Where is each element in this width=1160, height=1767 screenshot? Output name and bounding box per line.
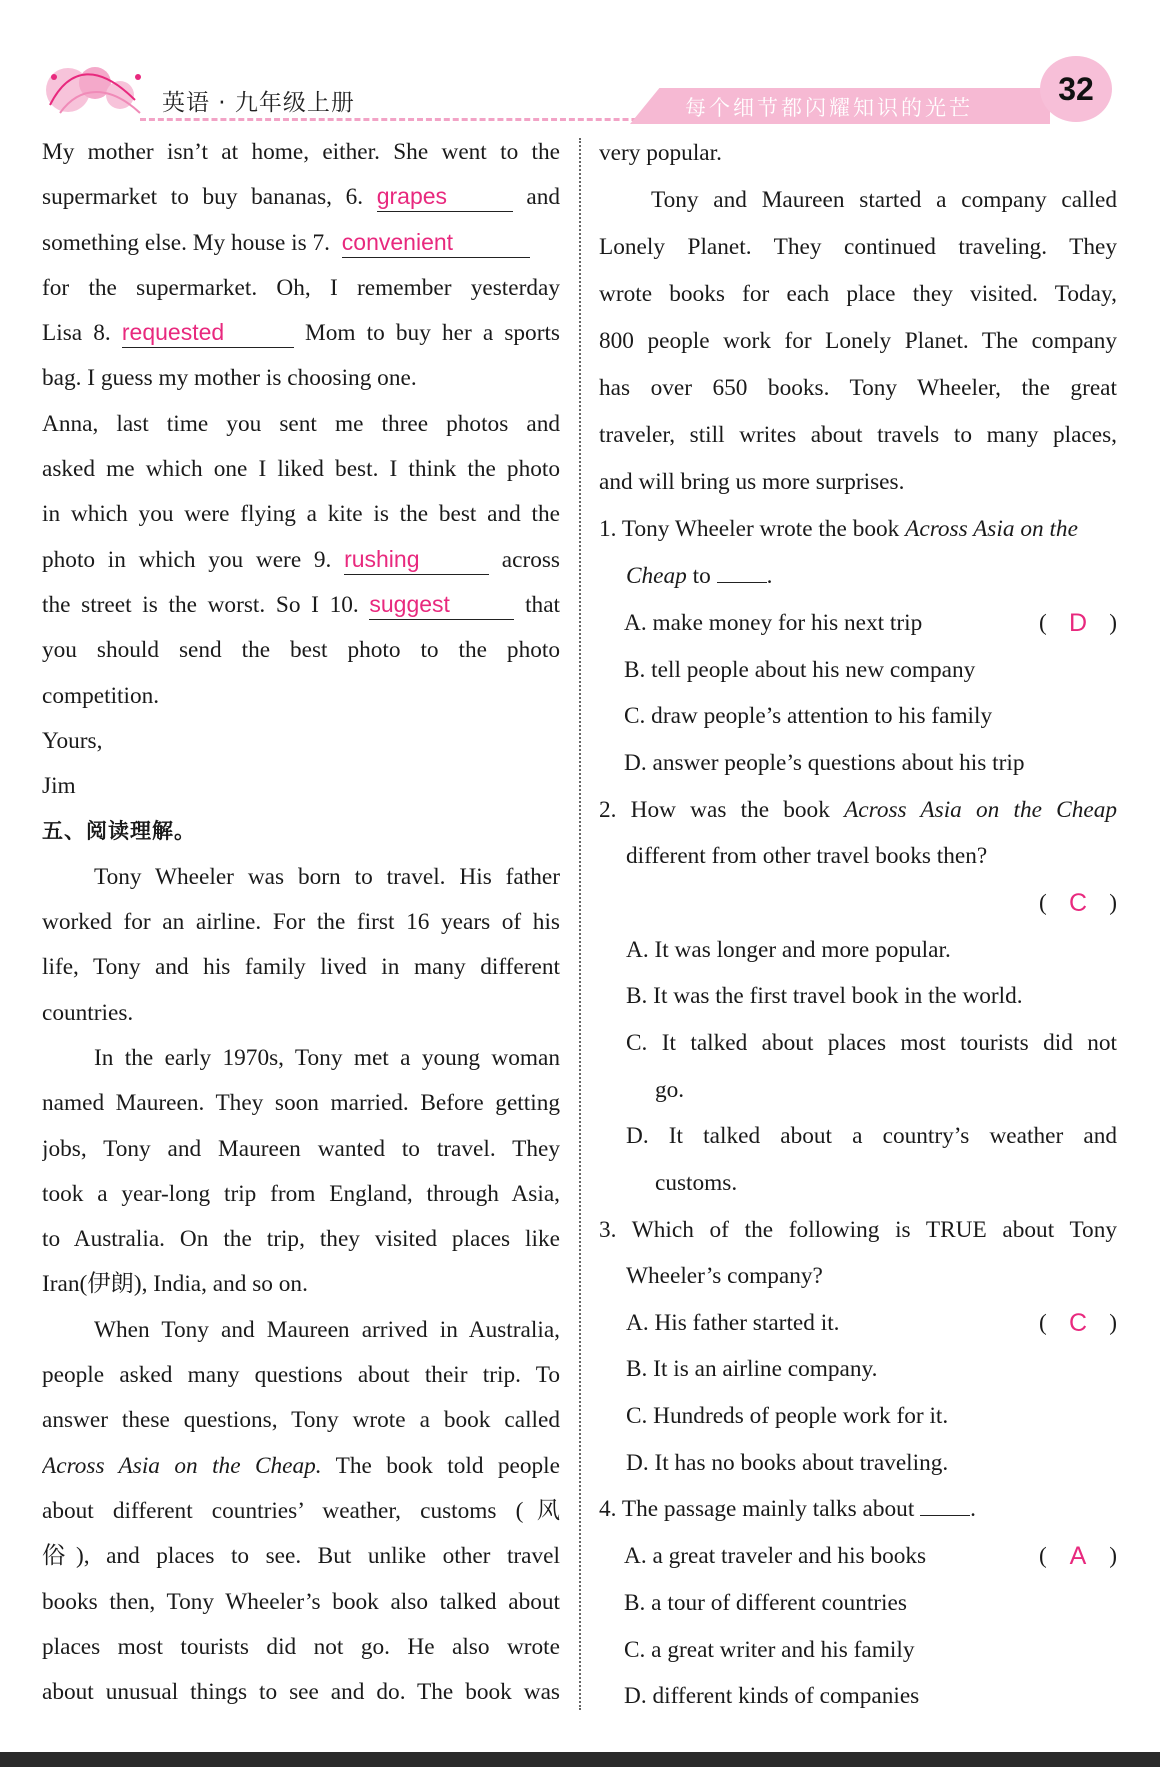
- option: D. answer people’s questions about his trip: [624, 750, 1025, 777]
- period: .: [970, 1496, 976, 1523]
- book-title-italic: Across Asia on the Cheap.: [42, 1452, 322, 1479]
- section-title: 五、阅读理解。: [42, 819, 196, 844]
- paren-open: (: [1039, 610, 1047, 636]
- answer-letter: D: [1068, 609, 1088, 637]
- option: D. different kinds of companies: [624, 1683, 920, 1710]
- left-column: [42, 130, 560, 1715]
- book-title-italic: Across Asia on the: [905, 516, 1078, 542]
- text-line: Yours,: [42, 727, 103, 754]
- text-line: Iran(伊朗), India, and so on.: [42, 1271, 308, 1298]
- text-line: Anna, last time you sent me three photos and: [42, 410, 560, 437]
- text-line: took a year-long trip from England, through Asia,: [42, 1180, 560, 1207]
- text-line: very popular.: [599, 140, 722, 166]
- question-1: [599, 506, 1117, 553]
- page-number: 32: [1040, 56, 1112, 122]
- text-line: bag. I guess my mother is choosing one.: [42, 365, 417, 392]
- text-line: [42, 583, 560, 628]
- answer-bracket: [1039, 1533, 1117, 1580]
- answer-letter: C: [1068, 1308, 1088, 1337]
- question-stem: Wheeler’s company?: [626, 1262, 823, 1289]
- option: A. His father started it.: [626, 1309, 840, 1336]
- text-line: and will bring us more surprises.: [599, 469, 905, 495]
- text-line: [42, 221, 560, 266]
- question-3: 3. Which of the following is TRUE about Tony: [599, 1216, 1117, 1243]
- header-slogan: 每个细节都闪耀知识的光芒: [685, 96, 973, 120]
- paren-close: ): [1109, 610, 1117, 636]
- option: A. It was longer and more popular.: [626, 936, 951, 963]
- text-line: people asked many questions about their trip. To: [42, 1362, 560, 1389]
- text-line: 800 people work for Lonely Planet. The company: [599, 328, 1117, 354]
- text-line: answer these questions, Tony wrote a book called: [42, 1407, 560, 1434]
- paren-open: (: [1039, 1543, 1047, 1570]
- text-line: Tony and Maureen started a company called: [651, 187, 1117, 213]
- text-line: books then, Tony Wheeler’s book also talked about: [42, 1588, 560, 1615]
- text-segment: something else. My house is 7.: [42, 229, 330, 256]
- text-segment: Mom to buy her a sports: [305, 320, 560, 347]
- text-segment: Lisa 8.: [42, 320, 111, 347]
- text-segment: supermarket to buy bananas, 6.: [42, 184, 364, 211]
- text-line: life, Tony and his family lived in many different: [42, 954, 560, 981]
- answer-bracket: [1039, 1300, 1117, 1347]
- page-header: [0, 0, 1160, 140]
- text-segment: photo in which you were 9.: [42, 546, 332, 573]
- answer-blank-7: convenient: [342, 227, 530, 258]
- question-2: [599, 787, 1117, 833]
- option: C. Hundreds of people work for it.: [626, 1402, 949, 1429]
- text-line: [42, 538, 560, 583]
- text-line: has over 650 books. Tony Wheeler, the great: [599, 375, 1117, 401]
- text-line: [42, 175, 560, 220]
- book-title: 英语 · 九年级上册: [162, 90, 355, 116]
- text-line: about different countries’ weather, customs (风: [42, 1497, 560, 1524]
- text-line: Tony Wheeler was born to travel. His father: [94, 863, 560, 890]
- text-line: jobs, Tony and Maureen wanted to travel. They: [42, 1135, 560, 1162]
- option: D. It talked about a country’s weather and: [626, 1123, 1117, 1150]
- answer-blank-6: grapes: [377, 181, 513, 212]
- option: C. draw people’s attention to his family: [624, 703, 993, 730]
- question-stem: 1. Tony Wheeler wrote the book: [599, 516, 906, 542]
- option: A. a great traveler and his books: [624, 1543, 927, 1570]
- question-stem: 4. The passage mainly talks about: [599, 1496, 915, 1523]
- right-column: [599, 130, 1117, 1720]
- answer-line: [920, 1491, 970, 1516]
- option-continued: customs.: [655, 1169, 738, 1196]
- answer-blank-8: requested: [122, 317, 294, 348]
- option: C. It talked about places most tourists did not: [626, 1030, 1117, 1057]
- answer-line: [717, 558, 767, 583]
- answer-bracket: [1039, 880, 1117, 927]
- text-line: [42, 311, 560, 356]
- text-line: traveler, still writes about travels to many places,: [599, 422, 1117, 448]
- answer-blank-9: rushing: [344, 544, 489, 575]
- option: A. make money for his next trip: [624, 610, 923, 636]
- period: .: [766, 563, 773, 589]
- text-line: named Maureen. They soon married. Before getting: [42, 1090, 560, 1117]
- text-line: in which you were flying a kite is the best and the: [42, 501, 560, 528]
- header-dashed-line: [140, 118, 700, 121]
- paren-close: ): [1109, 889, 1117, 916]
- answer-letter: A: [1069, 1542, 1087, 1571]
- paren-close: ): [1109, 1543, 1117, 1570]
- text-line: In the early 1970s, Tony met a young woman: [94, 1044, 560, 1071]
- question-stem: 2. How was the book: [599, 796, 845, 823]
- option: B. It was the first travel book in the world.: [626, 983, 1023, 1010]
- text-line: Lonely Planet. They continued traveling. They: [599, 234, 1117, 260]
- book-title-italic: Cheap: [626, 563, 687, 589]
- text-line: about unusual things to see and do. The book was: [42, 1679, 560, 1706]
- text-segment: that: [525, 591, 560, 618]
- text-line: 俗), and places to see. But unlike other travel: [42, 1543, 560, 1570]
- paren-close: ): [1109, 1309, 1117, 1336]
- text-line: asked me which one I liked best. I think the photo: [42, 456, 560, 483]
- text-line: countries.: [42, 999, 134, 1026]
- text-line: places most tourists did not go. He also wrote: [42, 1633, 560, 1660]
- floral-ornament-icon: [40, 55, 150, 125]
- option-continued: go.: [655, 1076, 685, 1103]
- text-line: When Tony and Maureen arrived in Australia,: [94, 1316, 560, 1343]
- answer-letter: C: [1068, 888, 1088, 917]
- option: B. It is an airline company.: [626, 1356, 878, 1383]
- option: D. It has no books about traveling.: [626, 1449, 949, 1476]
- question-2-line2: different from other travel books then?: [626, 842, 988, 869]
- bottom-edge: [0, 1752, 1160, 1767]
- text-line: wrote books for each place they visited. Today,: [599, 281, 1117, 307]
- question-stem: to: [686, 563, 711, 589]
- text-line: to Australia. On the trip, they visited places like: [42, 1226, 560, 1253]
- text-line: you should send the best photo to the photo: [42, 637, 560, 664]
- option: C. a great writer and his family: [624, 1636, 915, 1663]
- text-segment: the street is the worst. So I 10.: [42, 591, 359, 618]
- text-line: [42, 1444, 560, 1489]
- text-line: My mother isn’t at home, either. She went to the: [42, 139, 560, 165]
- text-line: for the supermarket. Oh, I remember yesterday: [42, 274, 560, 301]
- text-segment: across: [501, 546, 560, 573]
- text-line: competition.: [42, 682, 160, 709]
- answer-bracket: [1039, 600, 1117, 647]
- paren-open: (: [1039, 889, 1047, 916]
- text-line: worked for an airline. For the first 16 years of his: [42, 909, 560, 936]
- text-line: Jim: [42, 773, 76, 800]
- text-segment: The book told people: [335, 1452, 560, 1479]
- text-segment: and: [526, 184, 560, 211]
- book-title-italic: Across Asia on the Cheap: [844, 796, 1117, 823]
- option: B. a tour of different countries: [624, 1589, 907, 1616]
- option: B. tell people about his new company: [624, 656, 976, 683]
- column-divider: [579, 138, 581, 1710]
- question-2-answer-line: [599, 880, 1117, 927]
- paren-open: (: [1039, 1309, 1047, 1336]
- answer-blank-10: suggest: [369, 589, 514, 620]
